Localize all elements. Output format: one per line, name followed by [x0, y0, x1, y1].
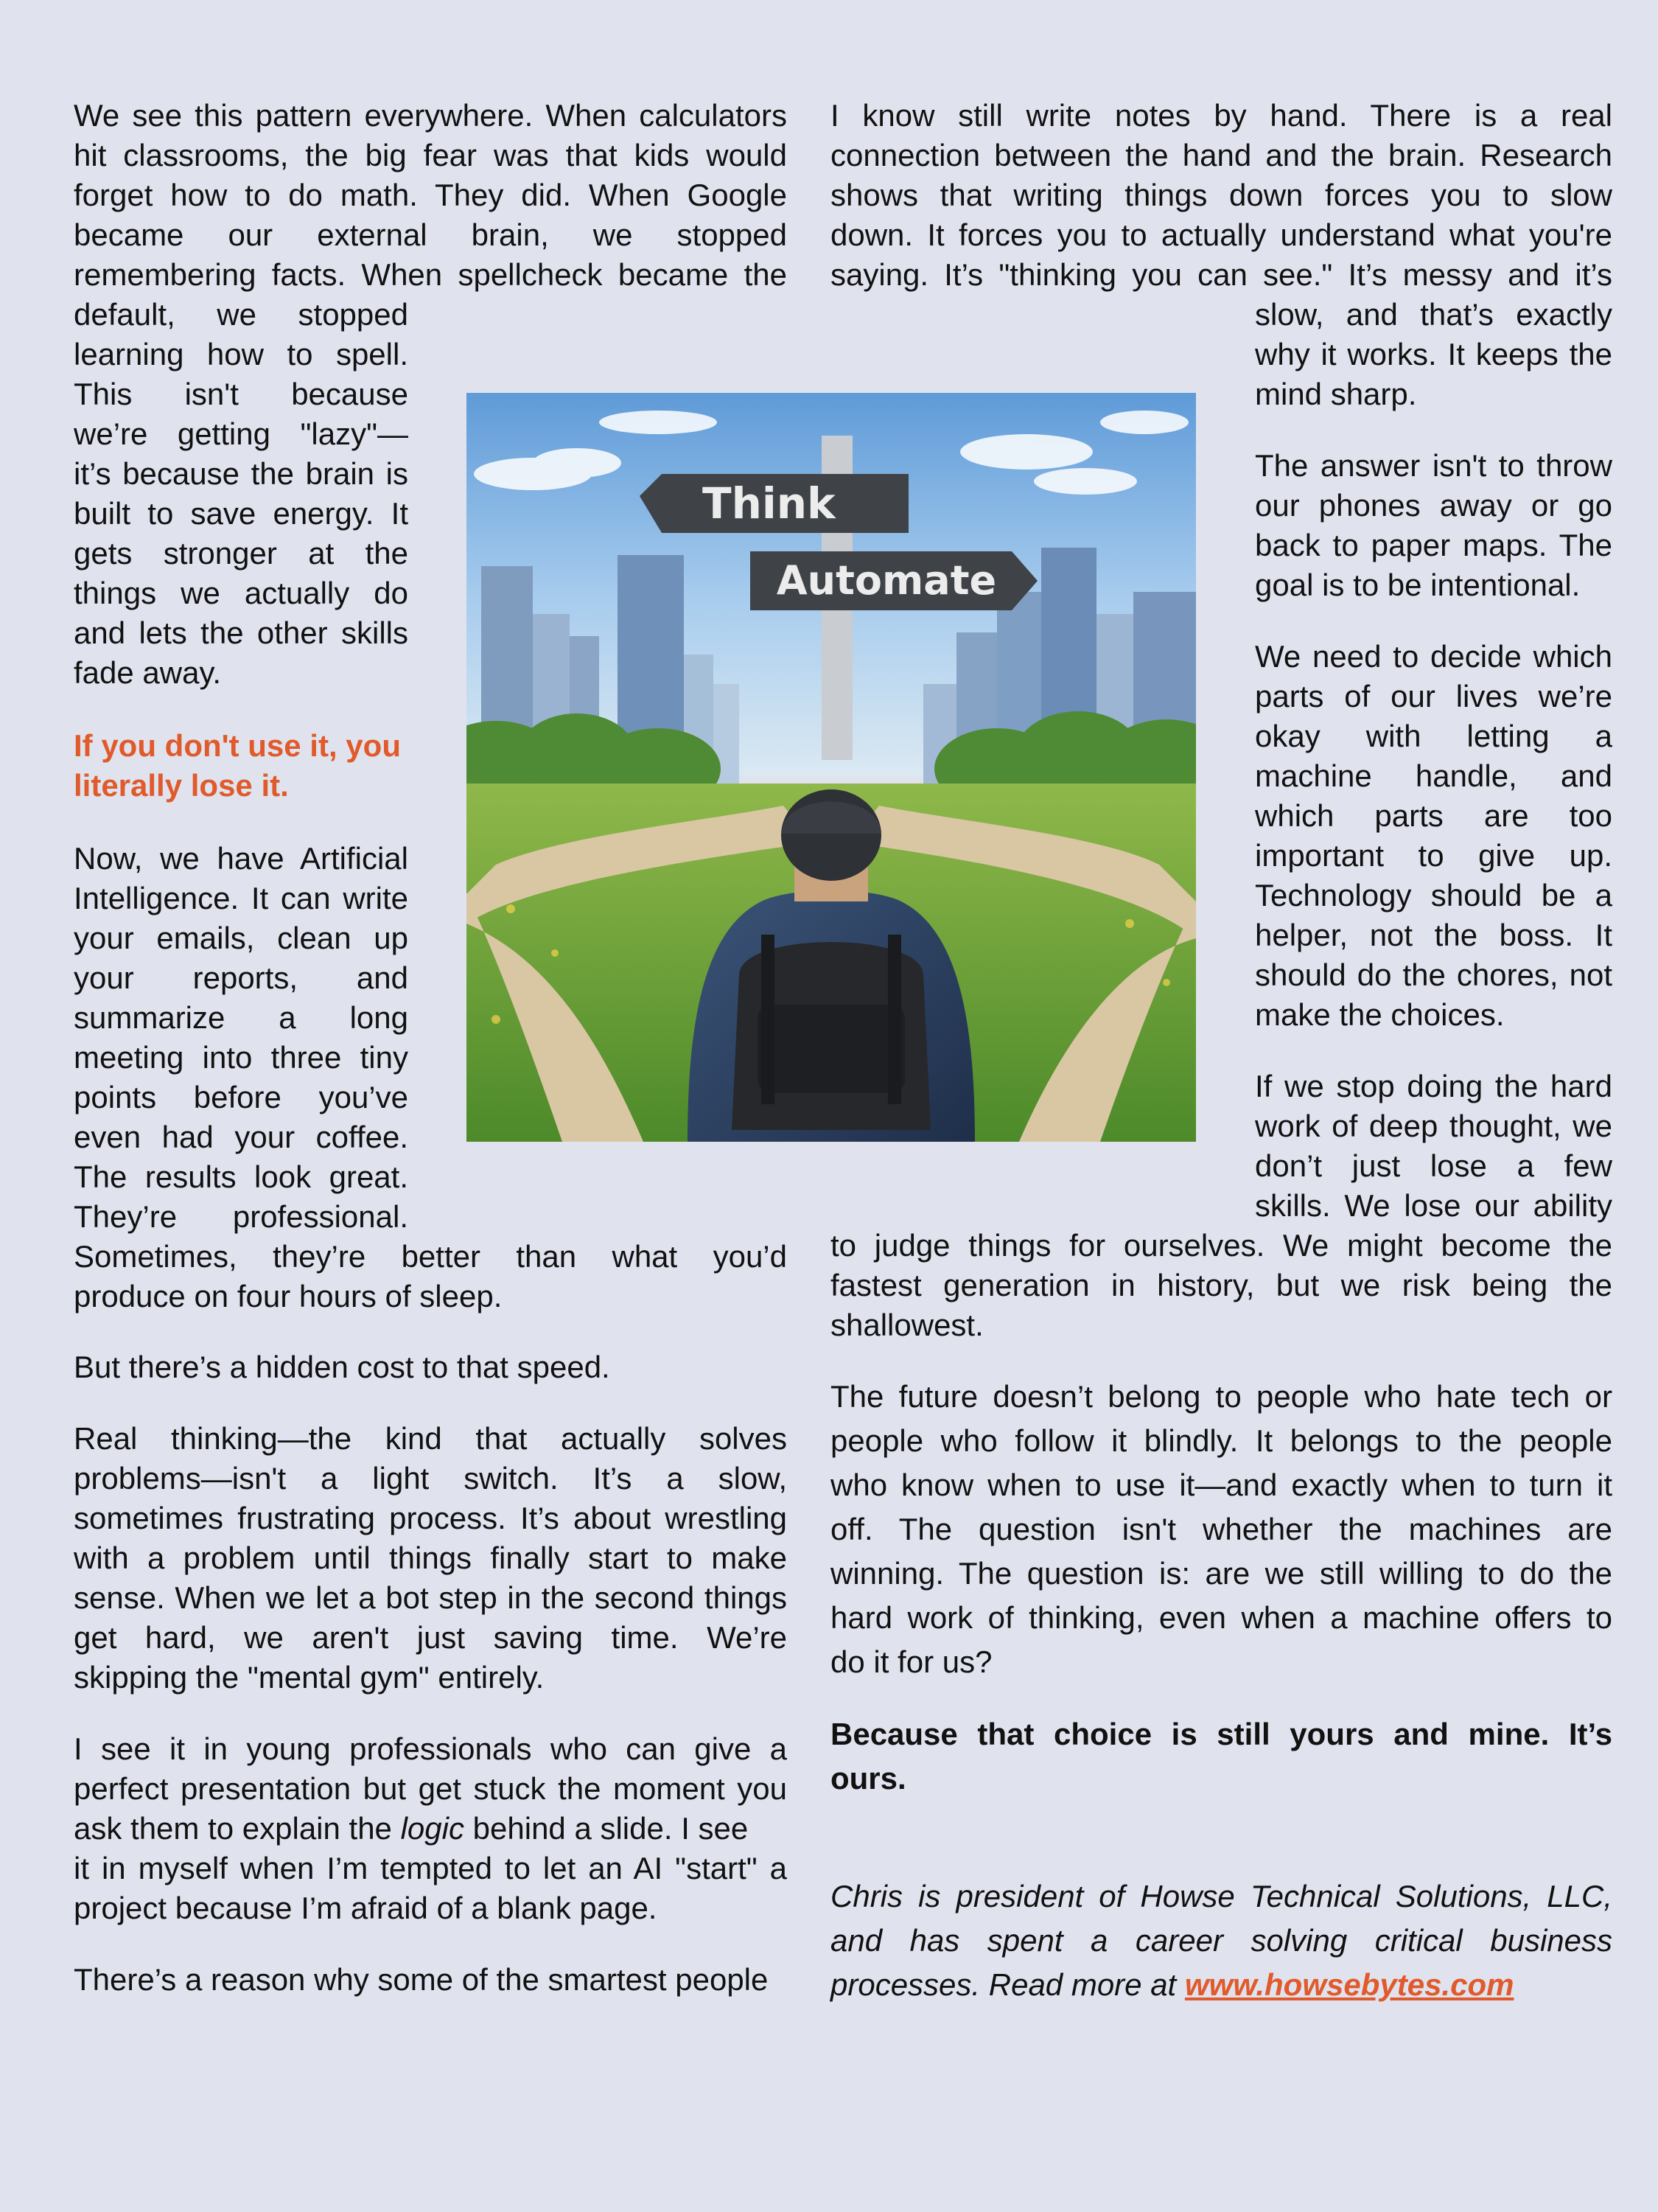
paragraph-line: If we stop doing the hard	[1255, 1069, 1612, 1103]
paragraph-line: work of deep thought, we	[1255, 1109, 1612, 1143]
paragraph-line: problems—isn't a light switch. It’s a slow,	[74, 1461, 787, 1496]
paragraph-line: sense. When we let a bot step in the second things	[74, 1580, 787, 1615]
paragraph-line: became our external brain, we stopped	[74, 217, 787, 252]
paragraph-line: saying. It’s "thinking you can see." It’s messy and it’s	[830, 257, 1612, 292]
paragraph-line: Real thinking—the kind that actually solves	[74, 1421, 787, 1456]
paragraph-line: shows that writing things down forces you to slow	[830, 178, 1612, 212]
paragraph-line: off. The question isn't whether the machines are	[830, 1512, 1612, 1546]
paragraph-line: The results look great.	[74, 1159, 408, 1194]
paragraph-line: machine handle, and	[1255, 758, 1612, 793]
hero-illustration	[466, 393, 1196, 1142]
paragraph-line: it in myself when I’m tempted to let an AI "start" a	[74, 1851, 787, 1885]
paragraph-line: and lets the other skills	[74, 615, 408, 650]
paragraph-line: important to give up.	[1255, 838, 1612, 873]
paragraph-line: perfect presentation but get stuck the moment you	[74, 1771, 787, 1806]
paragraph-line: we’re getting "lazy"—	[74, 416, 408, 451]
paragraph-line: don’t just lose a few	[1255, 1148, 1612, 1183]
paragraph-line: shallowest.	[830, 1308, 984, 1342]
paragraph-line: should do the chores, not	[1255, 957, 1612, 992]
website-link[interactable]: www.howsebytes.com	[1184, 1967, 1514, 2002]
paragraph-line: summarize a long	[74, 1000, 408, 1035]
paragraph-line: it’s because the brain is	[74, 456, 408, 491]
paragraph-line: Technology should be a	[1255, 878, 1612, 913]
paragraph-line: even had your coffee.	[74, 1120, 408, 1154]
paragraph-line: do it for us?	[830, 1644, 993, 1679]
paragraph-line: things we actually do	[74, 576, 408, 610]
author-bio: Chris is president of Howse Technical Solutions, LLC,	[830, 1879, 1612, 1913]
paragraph-line: Now, we have Artificial	[74, 841, 408, 876]
paragraph-line: your emails, clean up	[74, 921, 408, 955]
paragraph-line: We see this pattern everywhere. When calculators	[74, 98, 787, 133]
paragraph-line: back to paper maps. The	[1255, 528, 1612, 562]
paragraph-line: I know still write notes by hand. There is a real	[830, 98, 1612, 133]
paragraph-line: skipping the "mental gym" entirely.	[74, 1660, 545, 1695]
paragraph-line: skills. We lose our ability	[1255, 1188, 1612, 1223]
paragraph-line: learning how to spell.	[74, 337, 408, 371]
paragraph-line: But there’s a hidden cost to that speed.	[74, 1350, 610, 1384]
paragraph-line: The answer isn't to throw	[1255, 448, 1612, 483]
paragraph-line: which parts are too	[1255, 798, 1612, 833]
text-run: behind a slide. I see	[472, 1811, 749, 1846]
paragraph-line: produce on four hours of sleep.	[74, 1279, 503, 1313]
sign-think-label: Think	[702, 478, 836, 528]
paragraph-line: parts of our lives we’re	[1255, 679, 1612, 714]
paragraph-line: sometimes frustrating process. It’s about wrestling	[74, 1501, 787, 1535]
paragraph-line: points before you’ve	[74, 1080, 408, 1114]
paragraph-line: with a problem until things finally start to make	[74, 1541, 787, 1575]
paragraph-line: okay with letting a	[1255, 719, 1612, 753]
author-bio: and has spent a career solving critical business	[830, 1923, 1612, 1958]
paragraph-line: Intelligence. It can write	[74, 881, 408, 915]
pull-quote-line: If you don't use it, you	[74, 728, 401, 763]
paragraph-line: to judge things for ourselves. We might become the	[830, 1228, 1612, 1263]
paragraph-line: The future doesn’t belong to people who hate tech or	[830, 1379, 1612, 1414]
paragraph-line: winning. The question is: are we still willing to do the	[830, 1556, 1612, 1591]
sign-automate-label: Automate	[776, 557, 997, 604]
paragraph-line: who know when to use it—and exactly when to turn it	[830, 1468, 1612, 1502]
author-bio	[830, 1963, 1612, 2007]
paragraph-line: goal is to be intentional.	[1255, 568, 1581, 602]
paragraph-line: hard work of thinking, even when a machine offers to	[830, 1600, 1612, 1635]
paragraph-line: meeting into three tiny	[74, 1040, 408, 1075]
paragraph-line: default, we stopped	[74, 297, 408, 332]
paragraph-line: I see it in young professionals who can give a	[74, 1731, 787, 1766]
paragraph-line: remembering facts. When spellcheck became the	[74, 257, 787, 292]
paragraph-line	[74, 1809, 787, 1849]
pull-quote-line: literally lose it.	[74, 768, 289, 803]
paragraph-line: hit classrooms, the big fear was that kids would	[74, 138, 787, 172]
paragraph-line: make the choices.	[1255, 997, 1505, 1032]
paragraph-line: fastest generation in history, but we risk being the	[830, 1268, 1612, 1302]
paragraph-line: built to save energy. It	[74, 496, 408, 531]
text-run: ask them to explain the	[74, 1811, 392, 1846]
paragraph-line: connection between the hand and the brain. Research	[830, 138, 1612, 172]
paragraph-line: helper, not the boss. It	[1255, 918, 1612, 952]
emphasis-text: logic	[400, 1811, 464, 1846]
paragraph-line: There’s a reason why some of the smartest people	[74, 1962, 769, 1997]
text-run: processes. Read more at	[830, 1967, 1177, 2002]
paragraph-line: down. It forces you to actually understand what you're	[830, 217, 1612, 252]
paragraph-line: your reports, and	[74, 960, 408, 995]
closing-statement: Because that choice is still yours and mine. It’s	[830, 1717, 1612, 1751]
paragraph-line: Sometimes, they’re better than what you’d	[74, 1239, 787, 1274]
paragraph-line: forget how to do math. They did. When Google	[74, 178, 787, 212]
paragraph-line: our phones away or go	[1255, 488, 1612, 523]
closing-statement: ours.	[830, 1761, 906, 1796]
paragraph-line: people who follow it blindly. It belongs to the people	[830, 1423, 1612, 1458]
paragraph-line: We need to decide which	[1255, 639, 1612, 674]
paragraph-line: They’re professional.	[74, 1199, 408, 1234]
paragraph-line: get hard, we aren't just saving time. We’re	[74, 1620, 787, 1655]
paragraph-line: slow, and that’s exactly	[1255, 297, 1612, 332]
paragraph-line: gets stronger at the	[74, 536, 408, 571]
paragraph-line: mind sharp.	[1255, 377, 1417, 411]
paragraph-line: fade away.	[74, 655, 222, 690]
paragraph-line: why it works. It keeps the	[1255, 337, 1612, 371]
paragraph-line: project because I’m afraid of a blank page.	[74, 1891, 657, 1925]
paragraph-line: This isn't because	[74, 377, 408, 411]
